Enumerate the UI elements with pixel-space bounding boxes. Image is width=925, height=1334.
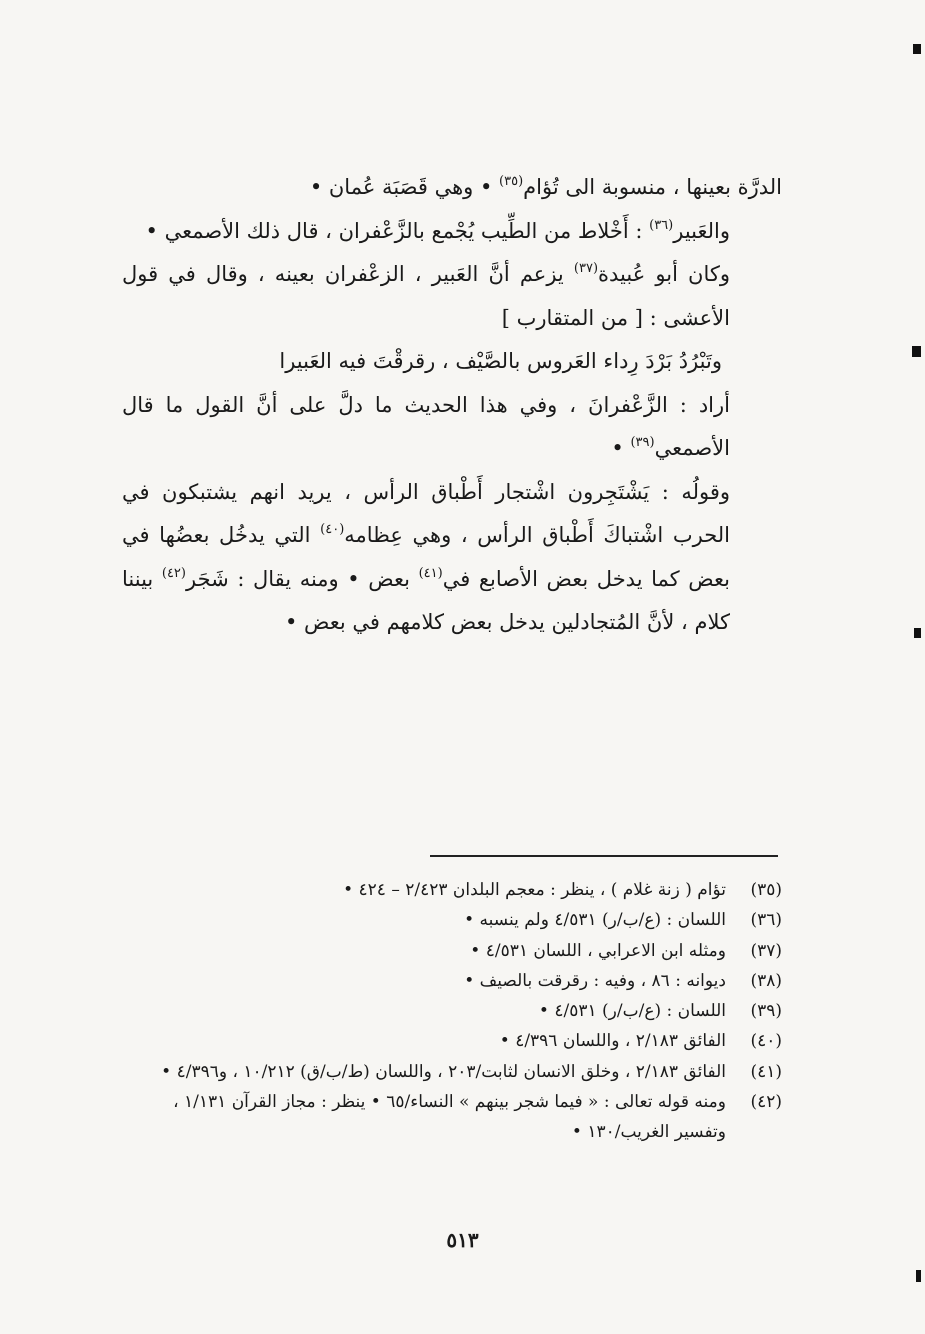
footnotes bbox=[122, 875, 782, 1148]
footnote-ref-42[interactable]: (٤٢) bbox=[161, 565, 186, 581]
footnote-number: (٤١) bbox=[750, 1061, 782, 1082]
paragraph-4: أراد : الزَّعْفرانَ ، وفي هذا الحديث ما دلَّ على أنَّ القول ما قال الأصمعي$^{(٣٩)}$ • bbox=[122, 392, 730, 460]
page-number: ٥١٣ bbox=[446, 1228, 479, 1252]
footnote-text: اللسان : (ع/ب/ر) ٤/٥٣١ ولم ينسبه • bbox=[464, 910, 726, 931]
footnote-text: ديوانه : ٨٦ ، وفيه : رقرقت بالصيف • bbox=[464, 970, 726, 991]
main-text bbox=[122, 166, 782, 645]
footnote-number: (٣٦) bbox=[750, 910, 782, 931]
footnote-ref-41[interactable]: (٤١) bbox=[418, 565, 443, 581]
footnote-36 bbox=[122, 905, 782, 935]
footnote-text: الفائق ٢/١٨٣ ، واللسان ٤/٣٩٦ • bbox=[499, 1031, 726, 1052]
scan-mark bbox=[913, 44, 921, 54]
footnote-text: الفائق ٢/١٨٣ ، وخلق الانسان لثابت/٢٠٣ ، واللسان (ط/ب/ق) ١٠/٢١٢ ، و٤/٣٩٦ • bbox=[161, 1061, 726, 1082]
scan-mark bbox=[914, 628, 921, 638]
footnote-ref-39[interactable]: (٣٩) bbox=[630, 435, 655, 450]
footnote-text: ومثله ابن الاعرابي ، اللسان ٤/٥٣١ • bbox=[470, 940, 726, 961]
footnote-number: (٣٨) bbox=[750, 970, 782, 991]
paragraph-2: والعَبير$^{(٣٦)}$ : أَخْلاط من الطِّيب يُجْمع بالزَّعْفران ، قال ذلك الأصمعي • bbox=[145, 217, 730, 243]
footnote-text: ومنه قوله تعالى : « فيما شجر بينهم » النساء/٦٥ • ينظر : مجاز القرآن ١/١٣١ ، وتفسير الغريب/١٣٠ • bbox=[173, 1092, 726, 1143]
footnote-number: (٣٩) bbox=[750, 1001, 782, 1022]
paragraph-5: وقولُه : يَشْتَجِرون اشْتجار أَطْباق الرأس ، يريد انهم يشتبكون في الحرب اشْتباكَ أَطْباق الرأس ، وهي عِظامه$^{(٤٠)}$ التي يدخُل بعضُها في بعض كما يدخل بعض الأصابع في$^{(٤١)}$ بعض • ومنه يقال : شَجَر$^{(٤٢)}$ بيننا كلام ، لأنَّ المُتجادلين يدخل بعض كلامهم في بعض • bbox=[122, 479, 730, 634]
footnote-number: (٤٠) bbox=[750, 1031, 782, 1052]
paragraph-1: الدرَّة بعينها ، منسوبة الى تُؤام$^{(٣٥)}$ • وهي قَصَبَة عُمان • bbox=[309, 174, 782, 199]
footnote-number: (٣٥) bbox=[750, 880, 782, 900]
footnote-text: اللسان : (ع/ب/ر) ٤/٥٣١ • bbox=[538, 1001, 726, 1022]
footnote-41 bbox=[122, 1057, 782, 1087]
footnote-text: تؤام ( زنة غلام ) ، ينظر : معجم البلدان ٢/٤٢٣ – ٤٢٤ • bbox=[343, 880, 726, 900]
footnote-39 bbox=[122, 996, 782, 1026]
footnote-divider bbox=[430, 855, 778, 857]
footnote-ref-37[interactable]: (٣٧) bbox=[573, 261, 599, 276]
footnote-35 bbox=[122, 875, 782, 905]
verse-line: وتَبْرُدُ بَرْدَ رِداء العَروس بالصَّيْف ، رقرقْتَ فيه العَبيرا bbox=[279, 349, 722, 373]
footnote-38 bbox=[122, 966, 782, 996]
footnote-37 bbox=[122, 936, 782, 966]
footnote-42 bbox=[122, 1087, 782, 1148]
footnote-ref-40[interactable]: (٤٠) bbox=[320, 522, 345, 537]
footnote-ref-35[interactable]: (٣٥) bbox=[499, 174, 524, 189]
scan-mark bbox=[912, 346, 921, 357]
scan-mark bbox=[916, 1270, 921, 1282]
footnote-number: (٣٧) bbox=[750, 940, 782, 961]
paragraph-3: وكان أبو عُبيدة$^{(٣٧)}$ يزعم أنَّ العَبير ، الزعْفران بعينه ، وقال في قول الأعشى : [ من المتقارب ] bbox=[122, 261, 731, 330]
footnote-number: (٤٢) bbox=[750, 1092, 782, 1113]
footnote-40 bbox=[122, 1026, 782, 1056]
footnote-ref-36[interactable]: (٣٦) bbox=[649, 217, 674, 233]
